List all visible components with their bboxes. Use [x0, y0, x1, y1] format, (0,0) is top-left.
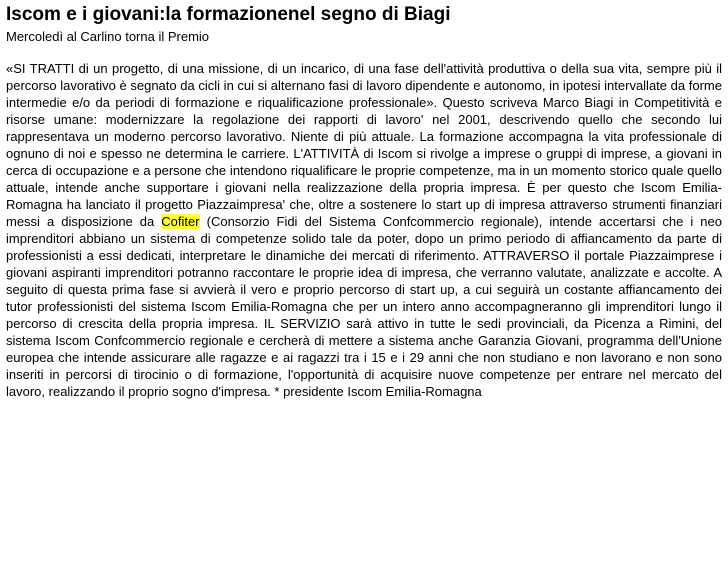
article-body-text-start: «SI TRATTI di un progetto, di una missione, di un incarico, di una fase dell'attività produttiva o della sua vita, sempre più il percorso lavorativo è segnato da cicli in cui si alternano fasi di lavoro dipendente e autonomo, in ipotesi intervallate da forme intermedie e/o da periodi di formazione e riqualificazione professionale». Questo scriveva Marco Biagi in Competitività e risorse umane: modernizzare la regolazione dei rapporti di lavoro' nel 2001, descrivendo quello che secondo lui rappresentava un moderno percorso lavorativo. Niente di più attuale. La formazione accompagna la vita professionale di ognuno di noi e spesso ne determina le carriere. L'ATTIVITÀ di Iscom si rivolge a imprese o gruppi di imprese, a giovani in cerca di occupazione e a persone che intendono riqualificare le proprie competenze, ma in un momento storico quale quello attuale, intende anche supportare i giovani nella realizzazione della propria impresa. È per questo che Iscom Emilia-Romagna ha lanciato il progetto Piazzaimpresa' che, oltre a sostenere lo start up di impresa attraverso strumenti finanziari messi a disposizione da [6, 61, 722, 229]
article-body-text-end: (Consorzio Fidi del Sistema Confcommercio regionale), intende accertarsi che i neo imprenditori abbiano un sistema di competenze solido tale da poter, dopo un primo periodo di affiancamento da parte di professionisti a essi dedicati, interpretare le dinamiche dei mercati di riferimento. ATTRAVERSO il portale Piazzaimprese i giovani aspiranti imprenditori potranno raccontare le proprie idea di impresa, che verranno valutate, analizzate e accolte. A seguito di questa prima fase si avvierà il vero e proprio percorso di start up, a cui seguirà un costante affiancamento dei tutor professionisti del sistema Iscom Emilia-Romagna che per un intero anno accompagneranno gli imprenditori lungo il percorso di crescita della propria impresa. IL SERVIZIO sarà attivo in tutte le sedi provinciali, da Picenza a Rimini, del sistema Iscom Confcommercio regionale e cercherà di mettere a sistema anche Garanzia Giovani, programma dell'Unione europea che intende assicurare alle ragazze e ai ragazzi tra i 15 e i 29 anni che non studiano e non lavorano e non sono inseriti in percorsi di tirocinio o di formazione, l'opportunità di acquisire nuove competenze per entrare nel mercato del lavoro, realizzando il proprio sogno d'impresa. * presidente Iscom Emilia-Romagna [6, 214, 722, 399]
article-subtitle: Mercoledì al Carlino torna il Premio [6, 29, 210, 44]
highlighted-term: Cofiter [161, 214, 200, 229]
article-title: Iscom e i giovani:la formazionenel segno di Biagi [6, 4, 451, 25]
article-body [6, 60, 722, 400]
